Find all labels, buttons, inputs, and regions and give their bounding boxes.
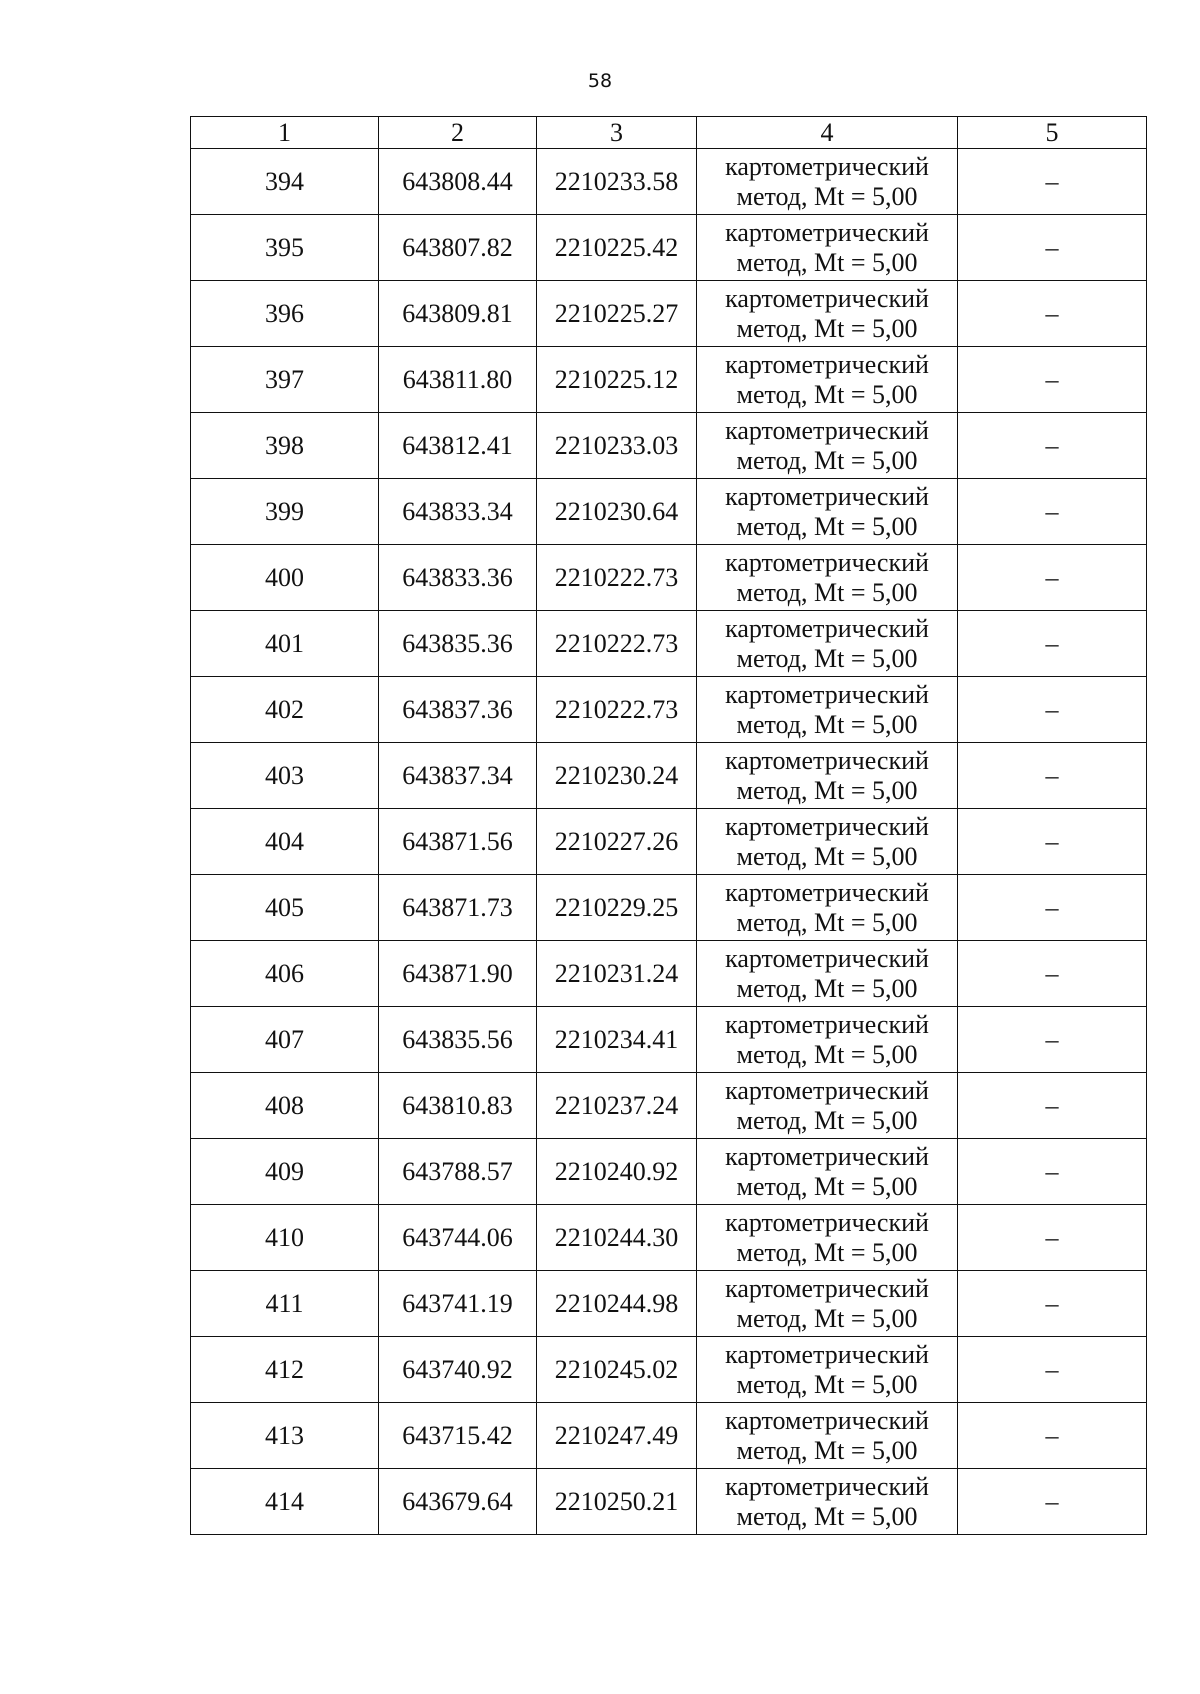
y-coordinate-cell: 2210222.73 xyxy=(537,677,697,743)
method-cell xyxy=(697,1139,958,1205)
table-row xyxy=(191,1469,1147,1535)
column-5-cell: – xyxy=(958,941,1147,1007)
x-coordinate-cell: 643808.44 xyxy=(379,149,537,215)
table-header-row xyxy=(191,117,1147,149)
x-coordinate-cell: 643809.81 xyxy=(379,281,537,347)
method-cell xyxy=(697,1337,958,1403)
x-coordinate-cell: 643811.80 xyxy=(379,347,537,413)
method-line-2: метод, Mt = 5,00 xyxy=(736,973,918,1003)
x-coordinate-cell: 643679.64 xyxy=(379,1469,537,1535)
method-cell xyxy=(697,941,958,1007)
table-row xyxy=(191,1271,1147,1337)
point-number-cell: 405 xyxy=(191,875,379,941)
method-line-1: картометрический xyxy=(725,1273,929,1303)
x-coordinate-cell: 643871.73 xyxy=(379,875,537,941)
method-line-2: метод, Mt = 5,00 xyxy=(736,445,918,475)
method-line-2: метод, Mt = 5,00 xyxy=(736,841,918,871)
method-line-1: картометрический xyxy=(725,217,929,247)
column-5-cell: – xyxy=(958,281,1147,347)
column-5-cell: – xyxy=(958,215,1147,281)
method-line-1: картометрический xyxy=(725,745,929,775)
method-line-1: картометрический xyxy=(725,1471,929,1501)
column-5-cell: – xyxy=(958,875,1147,941)
method-line-2: метод, Mt = 5,00 xyxy=(736,1039,918,1069)
table-row xyxy=(191,941,1147,1007)
x-coordinate-cell: 643740.92 xyxy=(379,1337,537,1403)
point-number-cell: 402 xyxy=(191,677,379,743)
method-cell xyxy=(697,809,958,875)
method-cell xyxy=(697,611,958,677)
column-5-cell: – xyxy=(958,809,1147,875)
y-coordinate-cell: 2210237.24 xyxy=(537,1073,697,1139)
method-line-1: картометрический xyxy=(725,349,929,379)
method-cell xyxy=(697,281,958,347)
method-line-2: метод, Mt = 5,00 xyxy=(736,313,918,343)
y-coordinate-cell: 2210233.03 xyxy=(537,413,697,479)
table-row xyxy=(191,875,1147,941)
y-coordinate-cell: 2210240.92 xyxy=(537,1139,697,1205)
method-line-1: картометрический xyxy=(725,679,929,709)
method-cell xyxy=(697,545,958,611)
method-cell xyxy=(697,1007,958,1073)
point-number-cell: 413 xyxy=(191,1403,379,1469)
method-line-1: картометрический xyxy=(725,415,929,445)
table-row xyxy=(191,1205,1147,1271)
x-coordinate-cell: 643837.36 xyxy=(379,677,537,743)
x-coordinate-cell: 643741.19 xyxy=(379,1271,537,1337)
point-number-cell: 406 xyxy=(191,941,379,1007)
point-number-cell: 398 xyxy=(191,413,379,479)
method-cell xyxy=(697,479,958,545)
method-line-1: картометрический xyxy=(725,481,929,511)
x-coordinate-cell: 643871.90 xyxy=(379,941,537,1007)
x-coordinate-cell: 643835.56 xyxy=(379,1007,537,1073)
point-number-cell: 401 xyxy=(191,611,379,677)
column-header-5: 5 xyxy=(958,117,1147,149)
column-5-cell: – xyxy=(958,1205,1147,1271)
coordinates-table xyxy=(190,116,1147,1535)
method-line-2: метод, Mt = 5,00 xyxy=(736,907,918,937)
table-row xyxy=(191,281,1147,347)
method-cell xyxy=(697,1403,958,1469)
method-cell xyxy=(697,149,958,215)
table-row xyxy=(191,809,1147,875)
x-coordinate-cell: 643810.83 xyxy=(379,1073,537,1139)
table-row xyxy=(191,545,1147,611)
method-cell xyxy=(697,1205,958,1271)
y-coordinate-cell: 2210222.73 xyxy=(537,611,697,677)
method-line-2: метод, Mt = 5,00 xyxy=(736,1501,918,1531)
point-number-cell: 407 xyxy=(191,1007,379,1073)
method-line-1: картометрический xyxy=(725,1207,929,1237)
method-cell xyxy=(697,413,958,479)
method-line-1: картометрический xyxy=(725,1339,929,1369)
table-body xyxy=(191,149,1147,1535)
method-line-2: метод, Mt = 5,00 xyxy=(736,1171,918,1201)
method-line-1: картометрический xyxy=(725,811,929,841)
x-coordinate-cell: 643788.57 xyxy=(379,1139,537,1205)
table-row xyxy=(191,215,1147,281)
point-number-cell: 414 xyxy=(191,1469,379,1535)
x-coordinate-cell: 643812.41 xyxy=(379,413,537,479)
method-line-1: картометрический xyxy=(725,943,929,973)
method-line-1: картометрический xyxy=(725,547,929,577)
method-line-2: метод, Mt = 5,00 xyxy=(736,181,918,211)
column-5-cell: – xyxy=(958,1007,1147,1073)
point-number-cell: 400 xyxy=(191,545,379,611)
x-coordinate-cell: 643835.36 xyxy=(379,611,537,677)
x-coordinate-cell: 643833.34 xyxy=(379,479,537,545)
point-number-cell: 409 xyxy=(191,1139,379,1205)
table-row xyxy=(191,611,1147,677)
method-line-2: метод, Mt = 5,00 xyxy=(736,709,918,739)
method-line-2: метод, Mt = 5,00 xyxy=(736,577,918,607)
column-5-cell: – xyxy=(958,347,1147,413)
column-5-cell: – xyxy=(958,1337,1147,1403)
table-row xyxy=(191,1337,1147,1403)
point-number-cell: 394 xyxy=(191,149,379,215)
method-line-1: картометрический xyxy=(725,877,929,907)
column-5-cell: – xyxy=(958,1139,1147,1205)
method-line-2: метод, Mt = 5,00 xyxy=(736,511,918,541)
method-line-2: метод, Mt = 5,00 xyxy=(736,247,918,277)
method-cell xyxy=(697,215,958,281)
method-cell xyxy=(697,1271,958,1337)
x-coordinate-cell: 643837.34 xyxy=(379,743,537,809)
column-5-cell: – xyxy=(958,1469,1147,1535)
column-5-cell: – xyxy=(958,1403,1147,1469)
table-row xyxy=(191,413,1147,479)
column-5-cell: – xyxy=(958,413,1147,479)
y-coordinate-cell: 2210230.64 xyxy=(537,479,697,545)
column-header-4: 4 xyxy=(697,117,958,149)
method-line-2: метод, Mt = 5,00 xyxy=(736,643,918,673)
x-coordinate-cell: 643744.06 xyxy=(379,1205,537,1271)
column-5-cell: – xyxy=(958,1271,1147,1337)
page-number: 58 xyxy=(587,70,613,92)
table-row xyxy=(191,1139,1147,1205)
method-cell xyxy=(697,875,958,941)
point-number-cell: 396 xyxy=(191,281,379,347)
method-line-1: картометрический xyxy=(725,1405,929,1435)
method-line-2: метод, Mt = 5,00 xyxy=(736,1105,918,1135)
y-coordinate-cell: 2210231.24 xyxy=(537,941,697,1007)
x-coordinate-cell: 643871.56 xyxy=(379,809,537,875)
method-line-1: картометрический xyxy=(725,1075,929,1105)
table-row xyxy=(191,347,1147,413)
y-coordinate-cell: 2210244.30 xyxy=(537,1205,697,1271)
y-coordinate-cell: 2210247.49 xyxy=(537,1403,697,1469)
column-5-cell: – xyxy=(958,149,1147,215)
y-coordinate-cell: 2210233.58 xyxy=(537,149,697,215)
point-number-cell: 410 xyxy=(191,1205,379,1271)
table-row xyxy=(191,677,1147,743)
point-number-cell: 399 xyxy=(191,479,379,545)
y-coordinate-cell: 2210225.42 xyxy=(537,215,697,281)
y-coordinate-cell: 2210225.27 xyxy=(537,281,697,347)
x-coordinate-cell: 643807.82 xyxy=(379,215,537,281)
method-line-1: картометрический xyxy=(725,283,929,313)
y-coordinate-cell: 2210244.98 xyxy=(537,1271,697,1337)
method-line-1: картометрический xyxy=(725,613,929,643)
method-cell xyxy=(697,743,958,809)
y-coordinate-cell: 2210227.26 xyxy=(537,809,697,875)
method-line-2: метод, Mt = 5,00 xyxy=(736,1303,918,1333)
table-row xyxy=(191,1007,1147,1073)
table-row xyxy=(191,1403,1147,1469)
method-line-2: метод, Mt = 5,00 xyxy=(736,1435,918,1465)
y-coordinate-cell: 2210250.21 xyxy=(537,1469,697,1535)
method-line-2: метод, Mt = 5,00 xyxy=(736,775,918,805)
table-row xyxy=(191,1073,1147,1139)
method-cell xyxy=(697,1073,958,1139)
y-coordinate-cell: 2210225.12 xyxy=(537,347,697,413)
y-coordinate-cell: 2210245.02 xyxy=(537,1337,697,1403)
method-line-2: метод, Mt = 5,00 xyxy=(736,379,918,409)
point-number-cell: 408 xyxy=(191,1073,379,1139)
point-number-cell: 395 xyxy=(191,215,379,281)
point-number-cell: 403 xyxy=(191,743,379,809)
column-5-cell: – xyxy=(958,743,1147,809)
point-number-cell: 412 xyxy=(191,1337,379,1403)
table-row xyxy=(191,479,1147,545)
column-5-cell: – xyxy=(958,545,1147,611)
column-5-cell: – xyxy=(958,1073,1147,1139)
x-coordinate-cell: 643715.42 xyxy=(379,1403,537,1469)
point-number-cell: 397 xyxy=(191,347,379,413)
point-number-cell: 404 xyxy=(191,809,379,875)
table-row xyxy=(191,743,1147,809)
column-header-2: 2 xyxy=(379,117,537,149)
y-coordinate-cell: 2210229.25 xyxy=(537,875,697,941)
method-cell xyxy=(697,1469,958,1535)
method-cell xyxy=(697,347,958,413)
column-5-cell: – xyxy=(958,479,1147,545)
y-coordinate-cell: 2210230.24 xyxy=(537,743,697,809)
y-coordinate-cell: 2210234.41 xyxy=(537,1007,697,1073)
y-coordinate-cell: 2210222.73 xyxy=(537,545,697,611)
table-row xyxy=(191,149,1147,215)
column-header-3: 3 xyxy=(537,117,697,149)
method-line-1: картометрический xyxy=(725,151,929,181)
method-line-2: метод, Mt = 5,00 xyxy=(736,1369,918,1399)
method-line-2: метод, Mt = 5,00 xyxy=(736,1237,918,1267)
method-line-1: картометрический xyxy=(725,1009,929,1039)
column-5-cell: – xyxy=(958,677,1147,743)
point-number-cell: 411 xyxy=(191,1271,379,1337)
method-cell xyxy=(697,677,958,743)
column-header-1: 1 xyxy=(191,117,379,149)
method-line-1: картометрический xyxy=(725,1141,929,1171)
x-coordinate-cell: 643833.36 xyxy=(379,545,537,611)
column-5-cell: – xyxy=(958,611,1147,677)
